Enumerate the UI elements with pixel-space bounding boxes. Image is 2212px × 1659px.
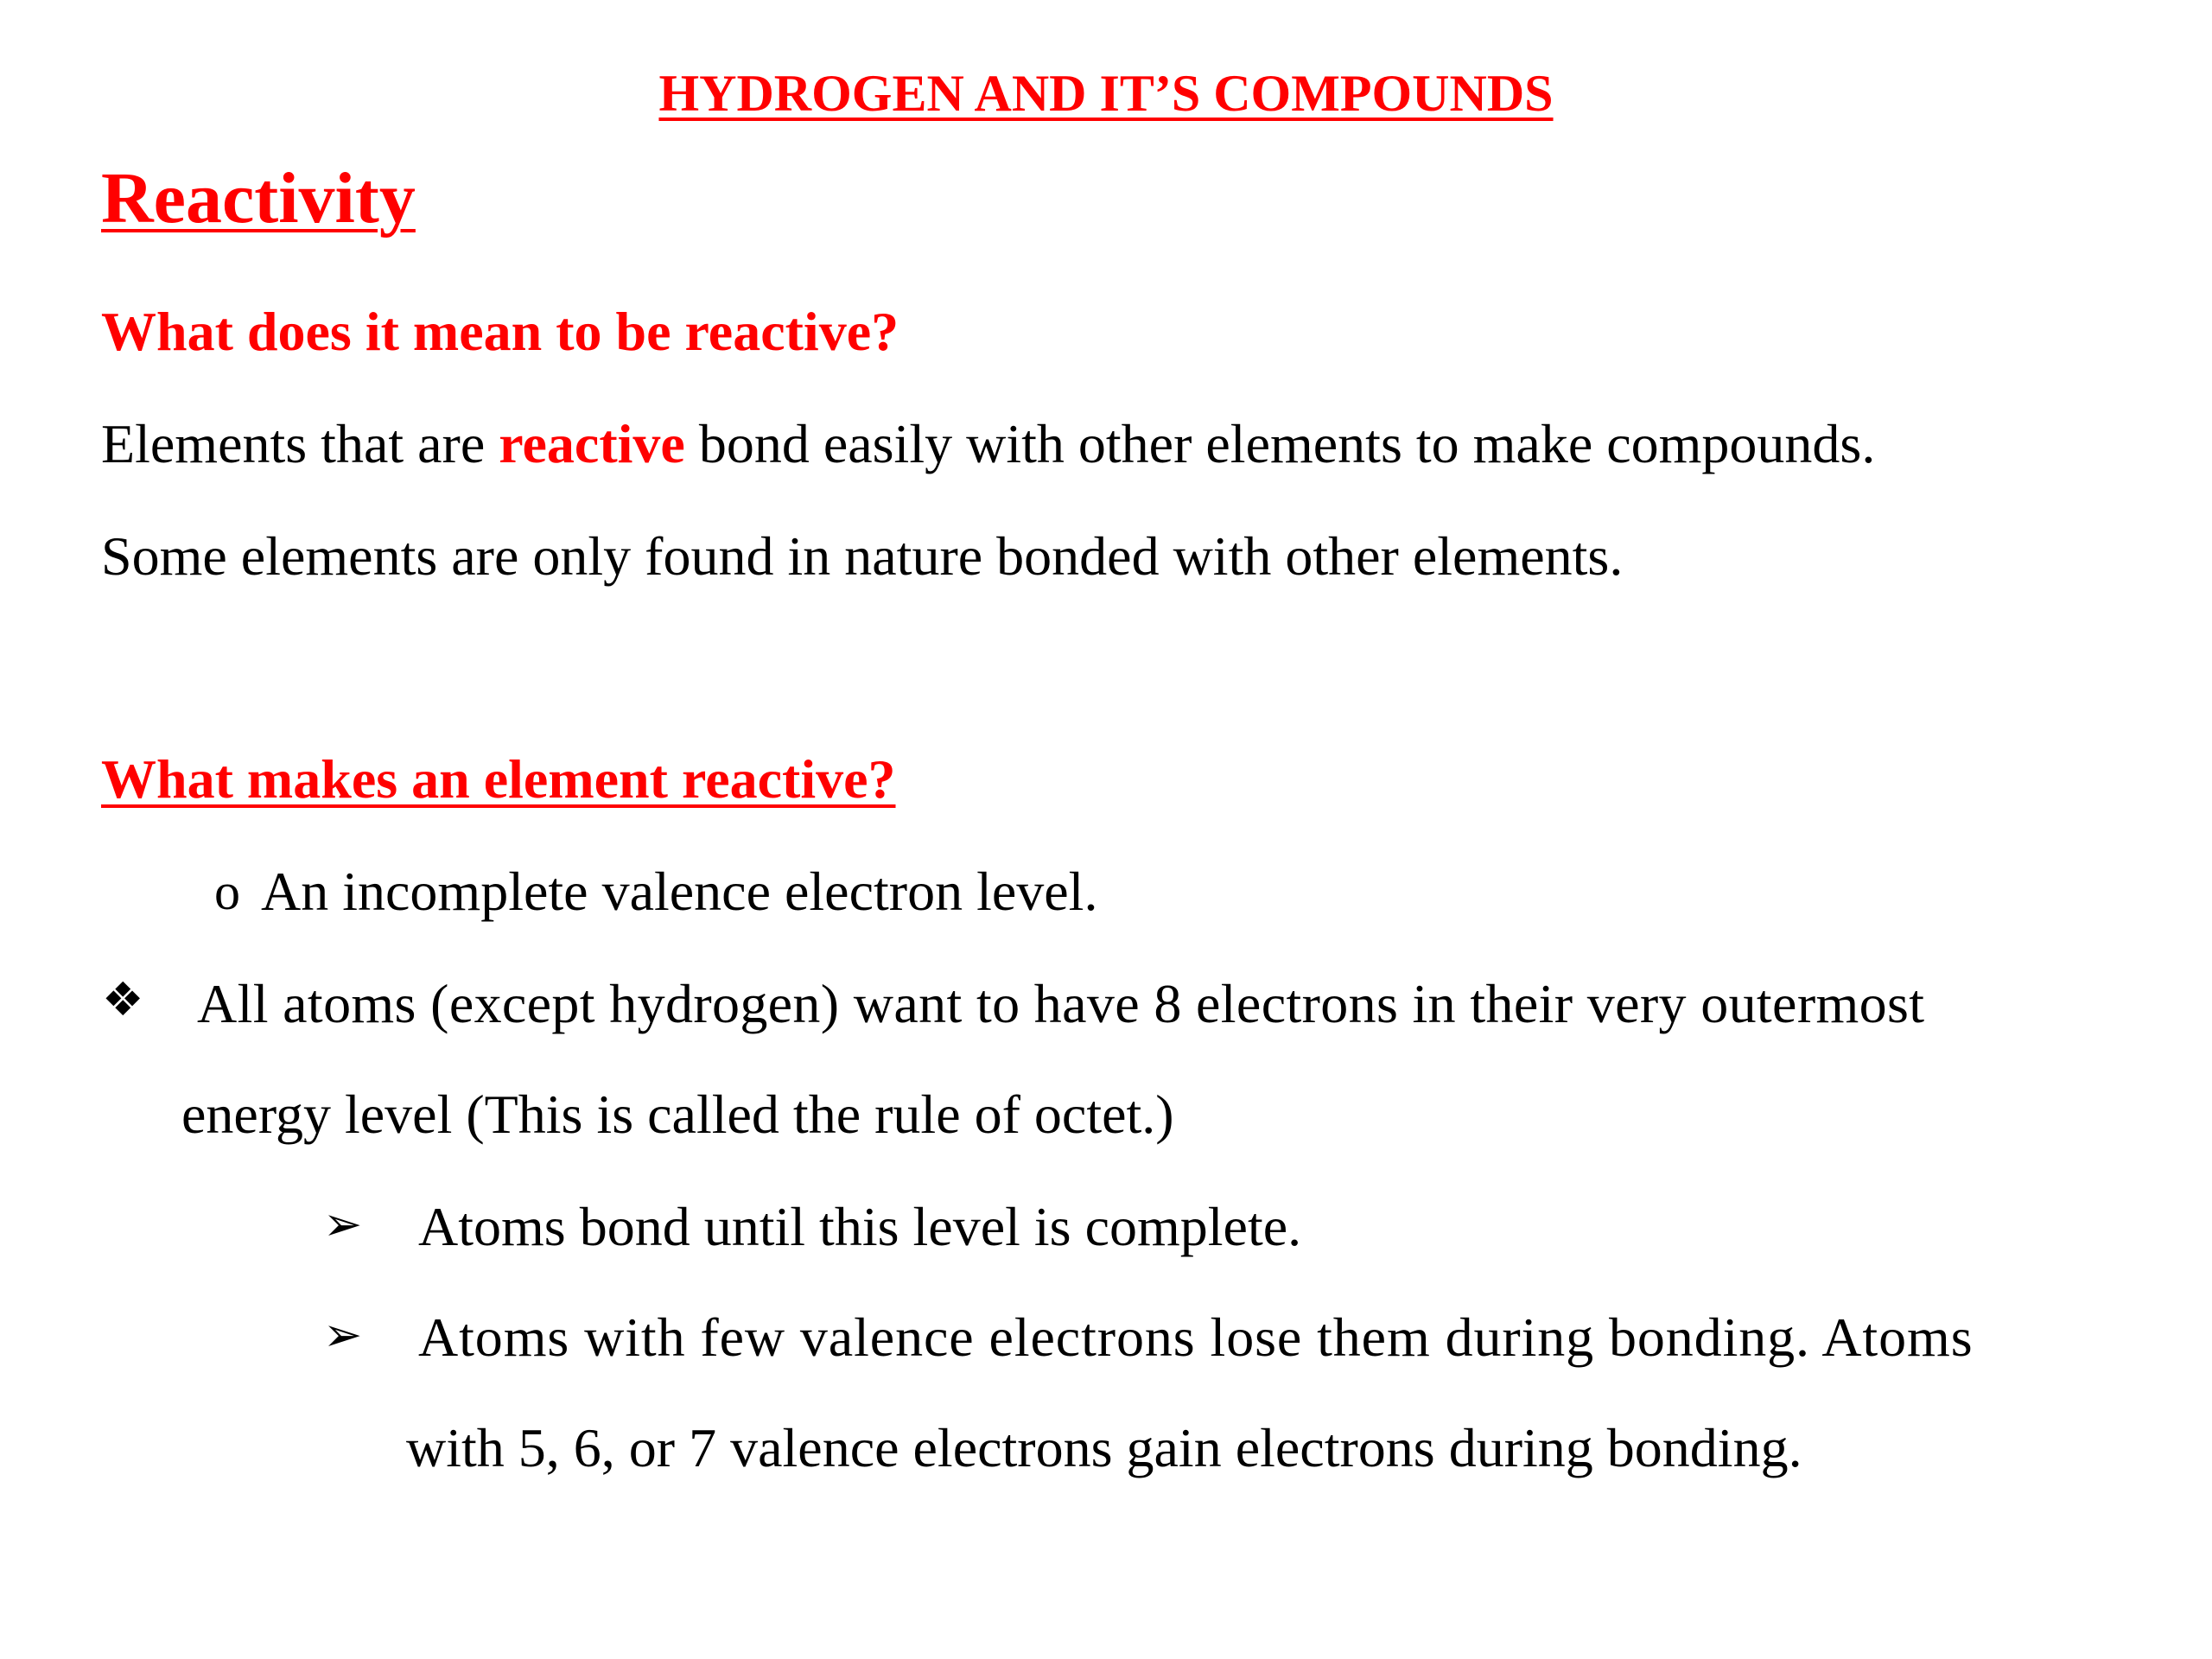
list-item-valence-line-1: Atoms with few valence electrons lose them during bonding. Atoms [418,1306,1974,1368]
circle-bullet-icon: o [214,863,240,920]
question-heading-2: What makes an element reactive? [101,748,896,810]
list-item-valence-line-2: with 5, 6, or 7 valence electrons gain electrons during bonding. [406,1417,1802,1478]
list-item-octet-line-2: energy level (This is called the rule of octet.) [181,1084,1174,1145]
arrow-bullet-icon: ➢ [323,1197,363,1251]
list-item-atoms-bond: Atoms bond until this level is complete. [418,1196,1302,1257]
list-item-octet-line-1: All atoms (except hydrogen) want to have 8 electrons in their very outermost [197,973,1925,1034]
question-heading-1: What does it mean to be reactive? [101,301,899,362]
paragraph-nature-bonded: Some elements are only found in nature bonded with other elements. [101,525,1624,587]
document-title: HYDROGEN AND IT’S COMPOUNDS [658,65,1554,122]
arrow-bullet-icon: ➢ [323,1307,363,1362]
section-heading: Reactivity [101,158,416,238]
diamond-bullet-icon: ❖ [102,972,144,1027]
paragraph-reactive-definition [101,413,1876,474]
paragraph-text-after: bond easily with other elements to make compounds. [684,413,1876,474]
reactive-emphasis: reactive [499,413,685,474]
paragraph-text-before: Elements that are [101,413,499,474]
list-item-incomplete-valence: An incomplete valence electron level. [261,861,1098,922]
